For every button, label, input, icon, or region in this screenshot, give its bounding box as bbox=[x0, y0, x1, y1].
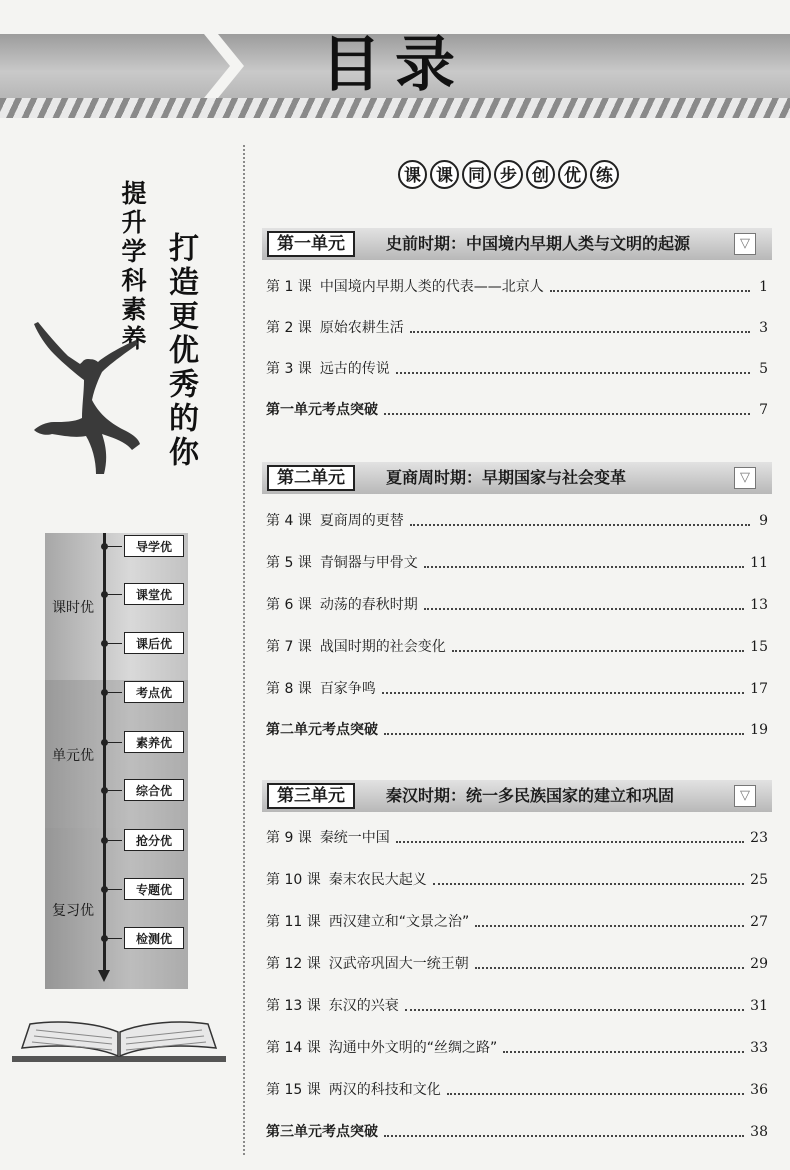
leader-dots bbox=[475, 967, 744, 969]
section-heading-char: 课 bbox=[398, 160, 427, 189]
timeline-item: 专题优 bbox=[124, 878, 184, 900]
page-number: 15 bbox=[750, 639, 768, 655]
lesson-title: 东汉的兴衰 bbox=[328, 998, 399, 1014]
lesson-title: 动荡的春秋时期 bbox=[319, 597, 418, 613]
timeline-dot bbox=[101, 787, 108, 794]
chevron-down-icon: ▽ bbox=[734, 785, 756, 807]
toc-entry[interactable] bbox=[266, 636, 768, 658]
toc-summary-entry[interactable] bbox=[266, 1121, 768, 1143]
section-heading-char: 同 bbox=[462, 160, 491, 189]
lesson-title: 夏商周的更替 bbox=[319, 513, 404, 529]
jumping-person-icon bbox=[28, 318, 146, 478]
timeline-item: 课后优 bbox=[124, 632, 184, 654]
lesson-title: 远古的传说 bbox=[319, 361, 390, 377]
section-heading bbox=[398, 160, 634, 194]
leader-dots bbox=[424, 566, 744, 568]
leader-dots bbox=[410, 331, 750, 333]
timeline-link bbox=[108, 889, 122, 890]
leader-dots bbox=[382, 692, 744, 694]
page-number: 23 bbox=[750, 830, 768, 846]
page-number: 3 bbox=[759, 320, 768, 336]
toc-entry[interactable] bbox=[266, 594, 768, 616]
leader-dots bbox=[384, 413, 750, 415]
page-number: 7 bbox=[759, 402, 768, 418]
toc-entry[interactable] bbox=[266, 1037, 768, 1059]
summary-title: 第一单元考点突破 bbox=[266, 402, 378, 418]
page-number: 11 bbox=[750, 555, 768, 571]
timeline-link bbox=[108, 643, 122, 644]
timeline-item: 检测优 bbox=[124, 927, 184, 949]
lesson-number: 第 6 课 bbox=[266, 597, 312, 613]
toc-entry[interactable] bbox=[266, 358, 768, 380]
unit-title: 史前时期：中国境内早期人类与文明的起源 bbox=[386, 234, 691, 253]
timeline-link bbox=[108, 546, 122, 547]
lesson-number: 第 13 课 bbox=[266, 998, 321, 1014]
leader-dots bbox=[405, 1009, 744, 1011]
toc-entry[interactable] bbox=[266, 678, 768, 700]
toc-entry[interactable] bbox=[266, 869, 768, 891]
unit-tag: 第一单元 bbox=[267, 231, 355, 257]
toc-entry[interactable] bbox=[266, 995, 768, 1017]
page-number: 13 bbox=[750, 597, 768, 613]
page-number: 38 bbox=[750, 1124, 768, 1140]
leader-dots bbox=[396, 841, 744, 843]
lesson-title: 秦统一中国 bbox=[319, 830, 390, 846]
leader-dots bbox=[384, 733, 744, 735]
toc-entry[interactable] bbox=[266, 911, 768, 933]
toc-entry[interactable] bbox=[266, 953, 768, 975]
toc-entry[interactable] bbox=[266, 276, 768, 298]
lesson-title: 秦末农民大起义 bbox=[328, 872, 427, 888]
unit-header bbox=[262, 780, 772, 812]
section-heading-char: 创 bbox=[526, 160, 555, 189]
timeline-link bbox=[108, 742, 122, 743]
page-number: 17 bbox=[750, 681, 768, 697]
lesson-number: 第 3 课 bbox=[266, 361, 312, 377]
unit-header bbox=[262, 462, 772, 494]
leader-dots bbox=[475, 925, 744, 927]
page-number: 27 bbox=[750, 914, 768, 930]
page-number: 25 bbox=[750, 872, 768, 888]
lesson-title: 青铜器与甲骨文 bbox=[319, 555, 418, 571]
chevron-right-icon bbox=[204, 34, 244, 98]
timeline-link bbox=[108, 692, 122, 693]
timeline-link bbox=[108, 840, 122, 841]
unit-tag: 第三单元 bbox=[267, 783, 355, 809]
toc-entry[interactable] bbox=[266, 827, 768, 849]
timeline-line bbox=[103, 533, 106, 973]
lesson-title: 百家争鸣 bbox=[319, 681, 376, 697]
section-heading-char: 优 bbox=[558, 160, 587, 189]
section-heading-char: 步 bbox=[494, 160, 523, 189]
leader-dots bbox=[550, 290, 750, 292]
unit-tag: 第二单元 bbox=[267, 465, 355, 491]
leader-dots bbox=[503, 1051, 744, 1053]
timeline-dot bbox=[101, 739, 108, 746]
toc-summary-entry[interactable] bbox=[266, 719, 768, 741]
lesson-number: 第 4 课 bbox=[266, 513, 312, 529]
unit-title: 夏商周时期：早期国家与社会变革 bbox=[386, 468, 627, 487]
page-number: 19 bbox=[750, 722, 768, 738]
timeline-item: 抢分优 bbox=[124, 829, 184, 851]
leader-dots bbox=[396, 372, 750, 374]
page-number: 29 bbox=[750, 956, 768, 972]
timeline-dot bbox=[101, 543, 108, 550]
timeline-link bbox=[108, 790, 122, 791]
timeline-dot bbox=[101, 935, 108, 942]
toc-entry[interactable] bbox=[266, 317, 768, 339]
lesson-number: 第 9 课 bbox=[266, 830, 312, 846]
lesson-number: 第 7 课 bbox=[266, 639, 312, 655]
lesson-title: 两汉的科技和文化 bbox=[328, 1082, 441, 1098]
timeline-dot bbox=[101, 640, 108, 647]
timeline-group-label: 单元优 bbox=[52, 748, 94, 764]
open-book-icon bbox=[8, 1018, 230, 1064]
chevron-down-icon: ▽ bbox=[734, 467, 756, 489]
lesson-title: 战国时期的社会变化 bbox=[319, 639, 446, 655]
lesson-number: 第 12 课 bbox=[266, 956, 321, 972]
lesson-number: 第 14 课 bbox=[266, 1040, 321, 1056]
lesson-number: 第 15 课 bbox=[266, 1082, 321, 1098]
section-heading-char: 练 bbox=[590, 160, 619, 189]
header-stripe bbox=[0, 98, 790, 118]
slogan-line-1: 提升学科素养 bbox=[118, 180, 147, 354]
lesson-number: 第 5 课 bbox=[266, 555, 312, 571]
lesson-number: 第 8 课 bbox=[266, 681, 312, 697]
timeline-item: 考点优 bbox=[124, 681, 184, 703]
toc-entry[interactable] bbox=[266, 552, 768, 574]
column-divider bbox=[243, 145, 245, 1155]
leader-dots bbox=[433, 883, 744, 885]
section-heading-char: 课 bbox=[430, 160, 459, 189]
timeline-dot bbox=[101, 591, 108, 598]
leader-dots bbox=[410, 524, 750, 526]
page-number: 33 bbox=[750, 1040, 768, 1056]
lesson-title: 沟通中外文明的“丝绸之路” bbox=[328, 1040, 498, 1056]
timeline-item: 综合优 bbox=[124, 779, 184, 801]
timeline-link bbox=[108, 938, 122, 939]
lesson-number: 第 1 课 bbox=[266, 279, 312, 295]
lesson-title: 汉武帝巩固大一统王朝 bbox=[328, 956, 469, 972]
page-number: 9 bbox=[759, 513, 768, 529]
page-number: 36 bbox=[750, 1082, 768, 1098]
summary-title: 第三单元考点突破 bbox=[266, 1124, 378, 1140]
leader-dots bbox=[452, 650, 744, 652]
timeline-link bbox=[108, 594, 122, 595]
lesson-number: 第 2 课 bbox=[266, 320, 312, 336]
lesson-title: 原始农耕生活 bbox=[319, 320, 404, 336]
lesson-title: 西汉建立和“文景之治” bbox=[328, 914, 470, 930]
summary-title: 第二单元考点突破 bbox=[266, 722, 378, 738]
page-number: 5 bbox=[759, 361, 768, 377]
timeline-group-label: 复习优 bbox=[52, 903, 94, 919]
arrow-down-icon bbox=[98, 970, 110, 982]
timeline-dot bbox=[101, 886, 108, 893]
timeline-item: 课堂优 bbox=[124, 583, 184, 605]
leader-dots bbox=[424, 608, 744, 610]
toc-entry[interactable] bbox=[266, 510, 768, 532]
slogan-line-2: 打造更优秀的你 bbox=[163, 232, 198, 470]
timeline-dot bbox=[101, 837, 108, 844]
toc-summary-entry[interactable] bbox=[266, 399, 768, 421]
leader-dots bbox=[447, 1093, 744, 1095]
lesson-title: 中国境内早期人类的代表——北京人 bbox=[319, 279, 544, 295]
leader-dots bbox=[384, 1135, 744, 1137]
lesson-number: 第 10 课 bbox=[266, 872, 321, 888]
lesson-number: 第 11 课 bbox=[266, 914, 321, 930]
page-number: 1 bbox=[759, 279, 768, 295]
timeline-dot bbox=[101, 689, 108, 696]
unit-title: 秦汉时期：统一多民族国家的建立和巩固 bbox=[386, 786, 675, 805]
chevron-down-icon: ▽ bbox=[734, 233, 756, 255]
timeline-item: 导学优 bbox=[124, 535, 184, 557]
unit-header bbox=[262, 228, 772, 260]
page-title: 目录 bbox=[321, 30, 469, 100]
toc-entry[interactable] bbox=[266, 1079, 768, 1101]
timeline-group-label: 课时优 bbox=[52, 600, 94, 616]
timeline-item: 素养优 bbox=[124, 731, 184, 753]
page-number: 31 bbox=[750, 998, 768, 1014]
